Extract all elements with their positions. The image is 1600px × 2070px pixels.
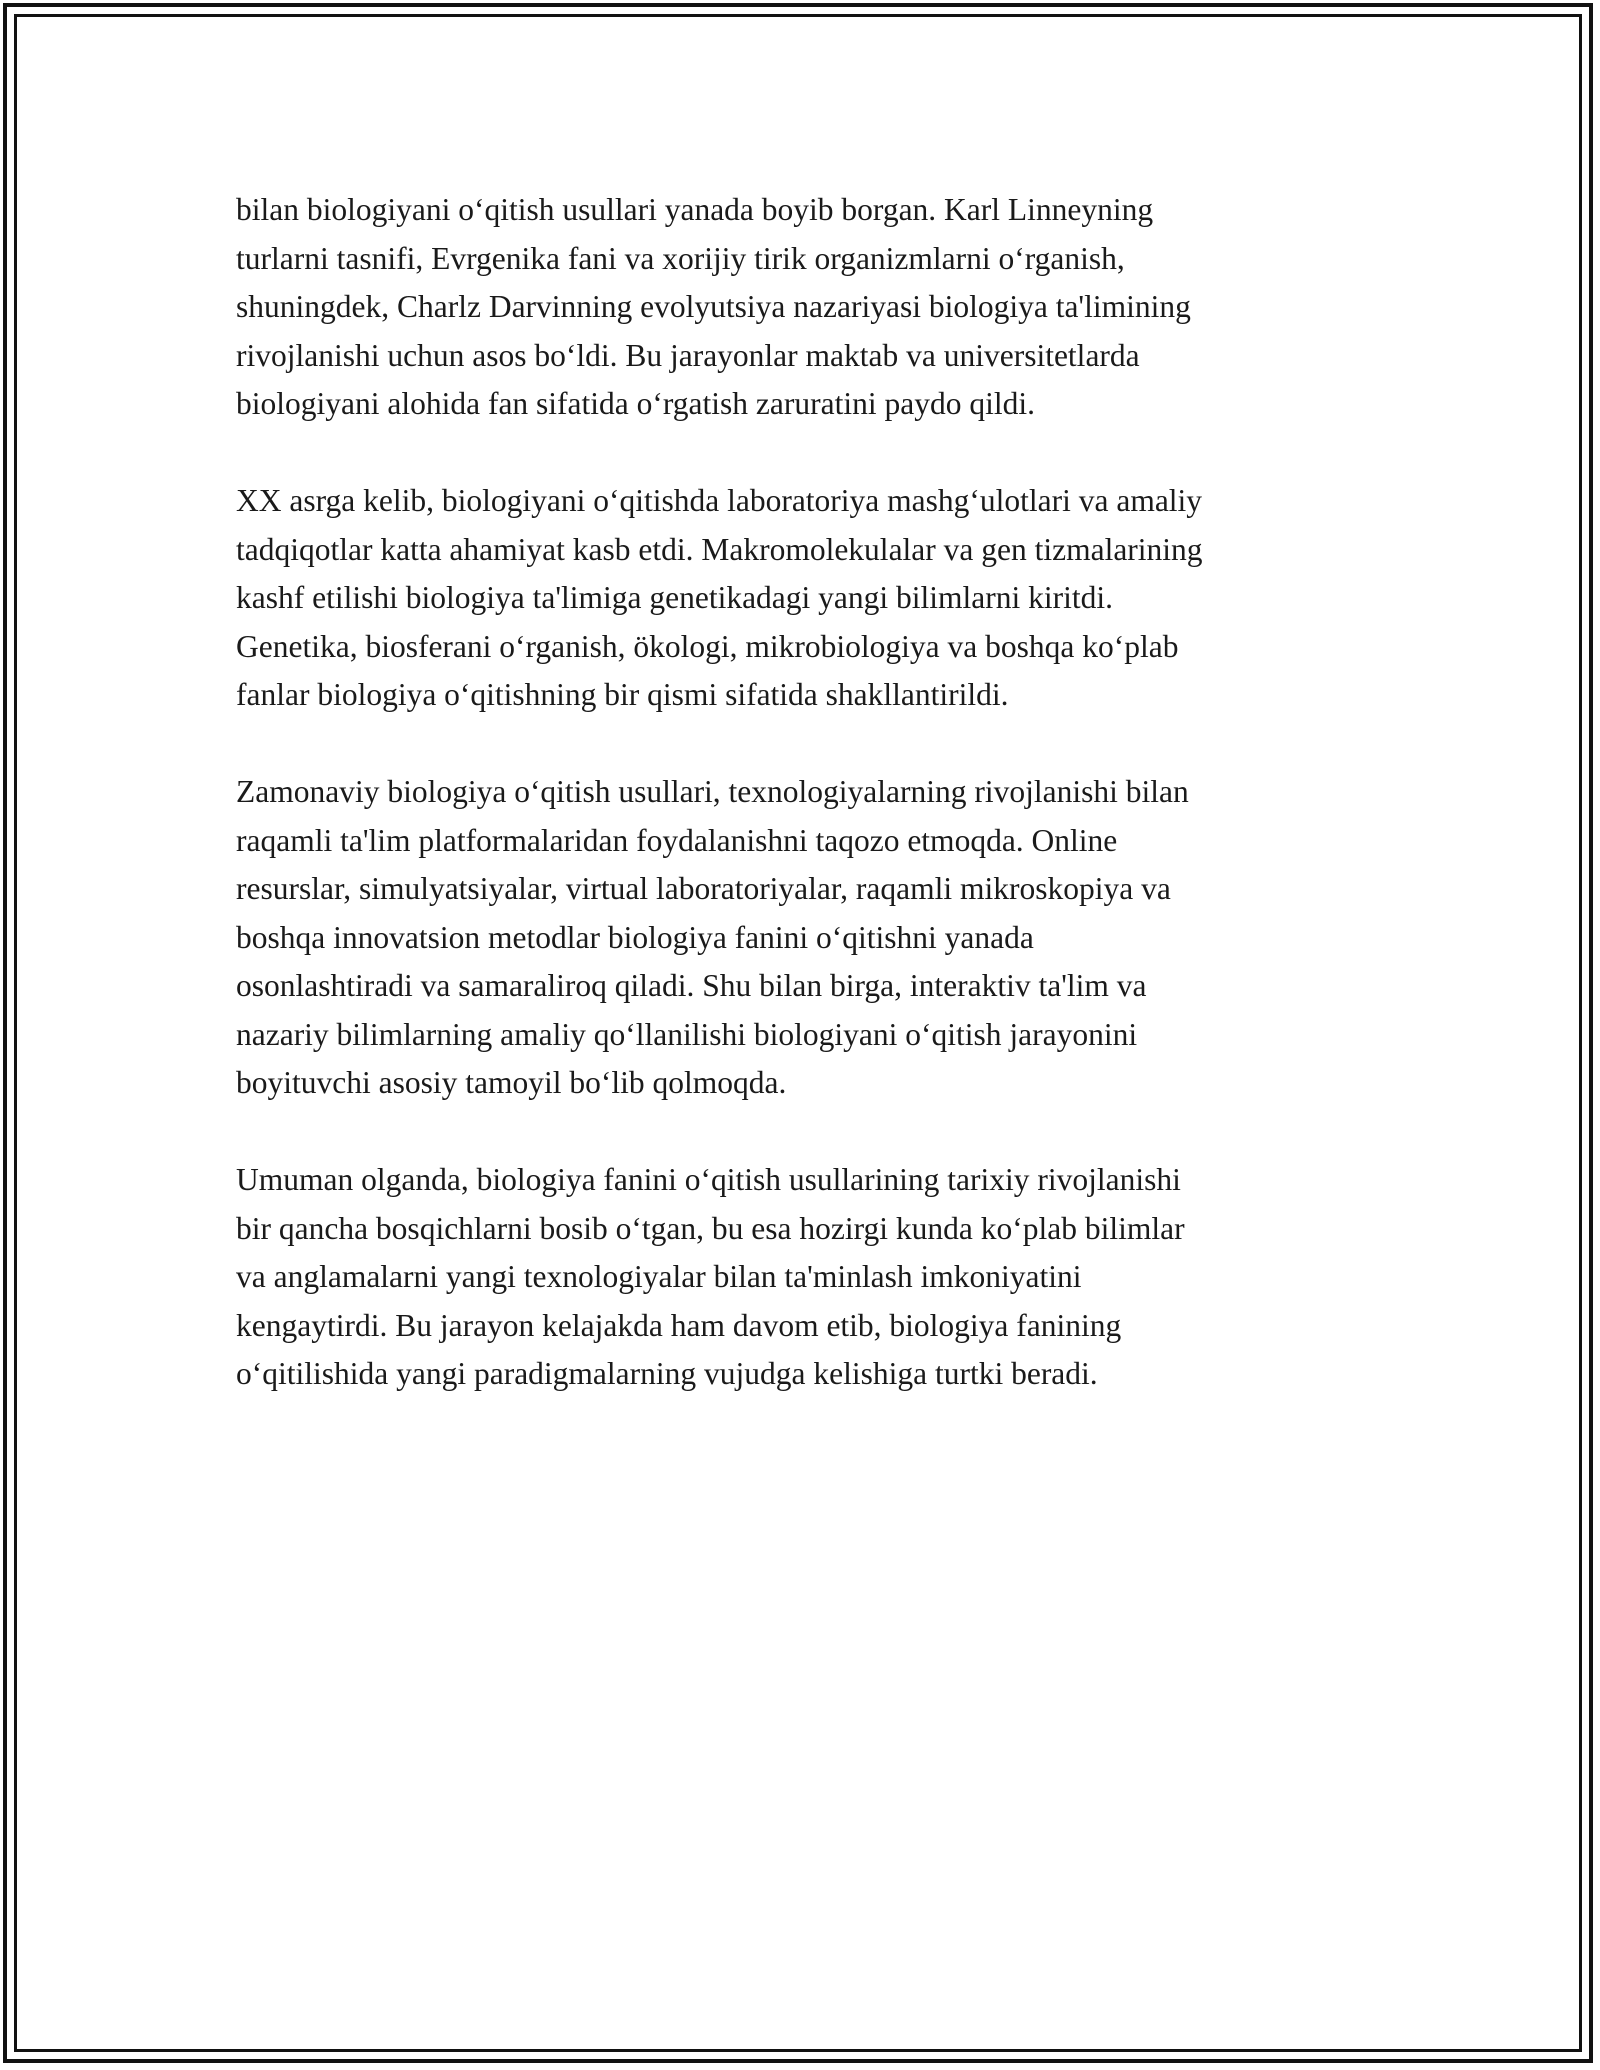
- text-line: kengaytirdi. Bu jarayon kelajakda ham davom etib, biologiya fanining: [236, 1307, 1122, 1343]
- text-line: turlarni tasnifi, Evrgenika fani va xorijiy tirik organizmlarni o‘rganish,: [236, 240, 1125, 276]
- text-line: tadqiqotlar katta ahamiyat kasb etdi. Makromolekulalar va gen tizmalarining: [236, 531, 1203, 567]
- text-line: nazariy bilimlarning amaliy qo‘llanilishi biologiyani o‘qitish jarayonini: [236, 1016, 1138, 1052]
- text-line: bilan biologiyani o‘qitish usullari yanada boyib borgan. Karl Linneyning: [236, 192, 1154, 227]
- text-line: kashf etilishi biologiya ta'limiga genetikadagi yangi bilimlarni kiritdi.: [236, 580, 1114, 615]
- text-line: osonlashtiradi va samaraliroq qiladi. Shu bilan birga, interaktiv ta'lim va: [236, 968, 1147, 1003]
- document-body: [236, 186, 1396, 1447]
- text-line: Zamonaviy biologiya o‘qitish usullari, texnologiyalarning rivojlanishi bilan: [236, 774, 1189, 809]
- text-line: bir qancha bosqichlarni bosib o‘tgan, bu esa hozirgi kunda ko‘plab bilimlar: [236, 1210, 1185, 1246]
- paragraph-3: [236, 768, 1396, 1108]
- text-line: Genetika, biosferani o‘rganish, ökologi, mikrobiologiya va boshqa ko‘plab: [236, 628, 1179, 664]
- text-line: shuningdek, Charlz Darvinning evolyutsiya nazariyasi biologiya ta'limining: [236, 289, 1191, 324]
- text-line: raqamli ta'lim platformalaridan foydalanishni taqozo etmoqda. Online: [236, 822, 1118, 858]
- text-line: Umuman olganda, biologiya fanini o‘qitish usullarining tarixiy rivojlanishi: [236, 1162, 1181, 1197]
- text-line: biologiyani alohida fan sifatida o‘rgatish zaruratini paydo qildi.: [236, 386, 1035, 421]
- text-line: rivojlanishi uchun asos bo‘ldi. Bu jarayonlar maktab va universitetlarda: [236, 337, 1140, 373]
- text-line: o‘qitilishida yangi paradigmalarning vujudga kelishiga turtki beradi.: [236, 1356, 1098, 1391]
- paragraph-4: [236, 1156, 1396, 1399]
- paragraph-2: [236, 477, 1396, 720]
- text-line: boshqa innovatsion metodlar biologiya fanini o‘qitishni yanada: [236, 919, 1034, 955]
- paragraph-1: [236, 186, 1396, 429]
- text-line: va anglamalarni yangi texnologiyalar bilan ta'minlash imkoniyatini: [236, 1259, 1082, 1294]
- text-line: boyituvchi asosiy tamoyil bo‘lib qolmoqda.: [236, 1065, 787, 1100]
- text-line: fanlar biologiya o‘qitishning bir qismi sifatida shakllantirildi.: [236, 677, 1009, 712]
- text-line: resurslar, simulyatsiyalar, virtual laboratoriyalar, raqamli mikroskopiya va: [236, 871, 1171, 906]
- text-line: XX asrga kelib, biologiyani o‘qitishda laboratoriya mashg‘ulotlari va amaliy: [236, 483, 1203, 518]
